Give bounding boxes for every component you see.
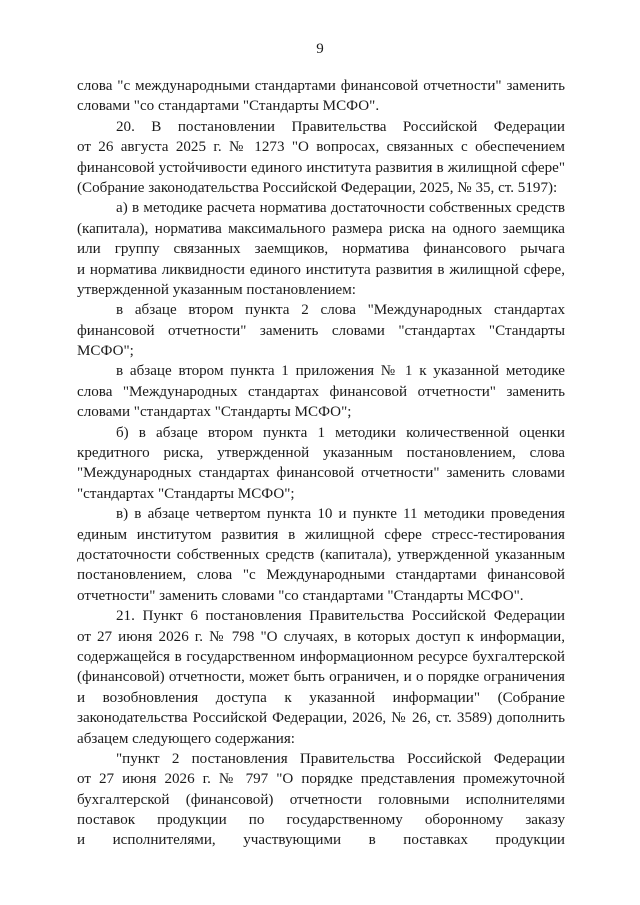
text-line: достаточности собственных средств (капитала), утвержденной указанным	[77, 546, 565, 563]
text-line: 20. В постановлении Правительства Российской Федерации	[116, 118, 565, 135]
page-number: 9	[316, 41, 324, 57]
text-line: "Международных стандартах финансовой отчетности" заменить словами	[77, 465, 565, 482]
text-line: финансовой устойчивости единого института развития в жилищной сфере"	[77, 159, 565, 176]
text-line: от 27 июня 2026 г. № 797 "О порядке представления промежуточной	[77, 771, 565, 788]
text-line: законодательства Российской Федерации, 2026, № 26, ст. 3589) дополнить	[77, 710, 565, 727]
text-line: слова "Международных стандартах финансовой отчетности" заменить	[77, 383, 565, 400]
text-line: отчетности" заменить словами "со стандартами "Стандарты МСФО".	[77, 587, 524, 604]
text-line: постановлением, слова "с Международными стандартами финансовой	[77, 567, 565, 584]
text-line: (капитала), норматива максимального размера риска на одного заемщика	[77, 220, 565, 237]
text-line: а) в методике расчета норматива достаточности собственных средств	[116, 200, 565, 217]
text-line: в абзаце втором пункта 1 приложения № 1 к указанной методике	[116, 363, 565, 380]
document-body	[77, 76, 565, 851]
text-line: словами "со стандартами "Стандарты МСФО".	[77, 98, 380, 115]
text-line: (финансовой) отчетности, может быть ограничен, и о порядке ограничения	[77, 669, 565, 686]
text-line: или группу связанных заемщиков, норматива финансового рычага	[77, 241, 565, 258]
text-line: б) в абзаце втором пункта 1 методики количественной оценки	[116, 424, 565, 441]
text-line: от 27 июня 2026 г. № 798 "О случаях, в которых доступ к информации,	[77, 628, 565, 645]
text-line: единым институтом развития в жилищной сфере стресс-тестирования	[77, 526, 565, 543]
text-line: (Собрание законодательства Российской Федерации, 2025, № 35, ст. 5197):	[77, 179, 558, 196]
text-line: утвержденной указанным постановлением:	[77, 281, 356, 298]
text-line: словами "стандартах "Стандарты МСФО";	[77, 404, 352, 421]
text-line: "пункт 2 постановления Правительства Российской Федерации	[116, 750, 565, 767]
text-line: кредитного риска, утвержденной указанным постановлением, слова	[77, 445, 565, 462]
text-line: в абзаце втором пункта 2 слова "Международных стандартах	[116, 302, 565, 319]
text-line: финансовой отчетности" заменить словами "стандартах "Стандарты	[77, 322, 565, 339]
text-line: слова "с международными стандартами финансовой отчетности" заменить	[77, 78, 565, 94]
text-line: 21. Пункт 6 постановления Правительства Российской Федерации	[116, 608, 565, 625]
text-line: от 26 августа 2025 г. № 1273 "О вопросах, связанных с обеспечением	[77, 139, 565, 156]
text-line: МСФО";	[77, 343, 134, 360]
text-line: абзацем следующего содержания:	[77, 730, 295, 747]
text-line: в) в абзаце четвертом пункта 10 и пункте 11 методики проведения	[116, 506, 565, 523]
text-line: "стандартах "Стандарты МСФО";	[77, 485, 295, 502]
text-line: и норматива ликвидности единого института развития в жилищной сфере,	[77, 261, 565, 278]
text-line: содержащейся в государственном информационном ресурсе бухгалтерской	[77, 648, 565, 665]
text-line: поставок продукции по государственному оборонному заказу	[77, 812, 565, 829]
text-line: бухгалтерской (финансовой) отчетности головными исполнителями	[77, 791, 565, 808]
text-line: и возобновления доступа к указанной информации" (Собрание	[77, 689, 565, 706]
text-line: и исполнителями, участвующими в поставках продукции	[77, 832, 565, 849]
